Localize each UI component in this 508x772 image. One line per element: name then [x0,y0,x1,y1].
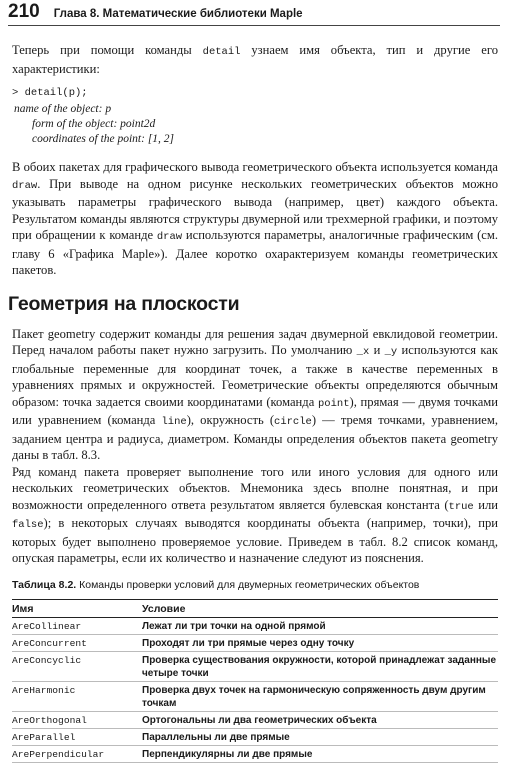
table-row [12,634,498,651]
command-name: AreConcyclic [12,651,142,681]
command-name: AreConcurrent [12,634,142,651]
command-condition: Проходят ли три прямые через одну точку [142,634,498,651]
table-row [12,711,498,728]
command-condition: Лежат ли три точки на одной прямой [142,617,498,634]
page-content [8,42,498,763]
command-condition: Проверка существования окружности, которой принадлежат заданные четыре точки [142,651,498,681]
maple-output-line: coordinates of the point: [1, 2] [32,133,175,145]
command-condition: Перпендикулярны ли две прямые [142,745,498,762]
command-name: AreHarmonic [12,681,142,711]
page-number: 210 [8,1,40,22]
command-name: ArePerpendicular [12,745,142,762]
maple-output-line: name of the object: p [14,103,112,115]
section-title: Геометрия на плоскости [8,292,240,315]
table-row [12,617,498,634]
geometry-paragraph: Пакет geometry содержит команды для решения задач двумерной евклидовой геометрии. Перед началом работы пакет нужно загрузить. По умолчанию _x и _y используются как глобальные переменные для координат точек, а также в качестве переменных в уравнениях прямых и окружностей. Геометрические объекты определяются обычным образом: точка задается своими координатами (команда point), прямая — двумя точками или уравнением (команда line), окружность (circle) — тремя точками, уравнением, заданием центра и радиуса, диаметром. Команды определения объектов пакета geometry даны в табл. 8.3. [12,326,498,462]
table-row [12,651,498,681]
conditions-paragraph: Ряд команд пакета проверяет выполнение того или иного условия для одного или нескольких геометрических объектов. Мнемоника здесь вполне понятная, и при возможности определенного ответа результатом является булевская константа (true или false); в некоторых случаях выводятся координаты объекта (например, точки), при которых будет выполнено проверяемое условие. Приведем в табл. 8.2 список команд, опуская параметры, если их количество и назначение следуют из пояснения. [12,464,498,565]
running-title: Глава 8. Математические библиотеки Maple [53,8,303,20]
page-header [8,0,500,26]
command-name: AreCollinear [12,617,142,634]
command-name: AreOrthogonal [12,711,142,728]
maple-command: > detail(p); [12,87,88,99]
table-row [12,681,498,711]
table-caption: Таблица 8.2. Команды проверки условий для двумерных геометрических объектов [12,578,420,591]
command-condition: Проверка двух точек на гармоническую сопряженность двум другим точкам [142,681,498,711]
table-row [12,745,498,762]
column-header-condition: Условие [142,599,498,617]
column-header-name: Имя [12,599,142,617]
maple-output-line: form of the object: point2d [32,118,156,130]
table-row [12,728,498,745]
conditions-table [12,599,498,763]
command-name: AreParallel [12,728,142,745]
draw-paragraph: В обоих пакетах для графического вывода геометрического объекта используется команда draw. При выводе на одном рисунке нескольких геометрических объектов можно указывать параметры графического вывода (например, цвет) каждого объекта. Результатом команды являются структуры двумерной или трехмерной графики, и поэтому при обращении к команде draw используются параметры, аналогичные графическим (см. главу 6 «Графика Maple»). Далее коротко охарактеризуем команды геометрических пакетов. [12,160,498,277]
table-header-row [12,599,498,617]
command-condition: Ортогональны ли два геометрических объекта [142,711,498,728]
command-condition: Параллельны ли две прямые [142,728,498,745]
intro-paragraph: Теперь при помощи команды detail узнаем имя объекта, тип и другие его характеристики: [12,43,498,76]
